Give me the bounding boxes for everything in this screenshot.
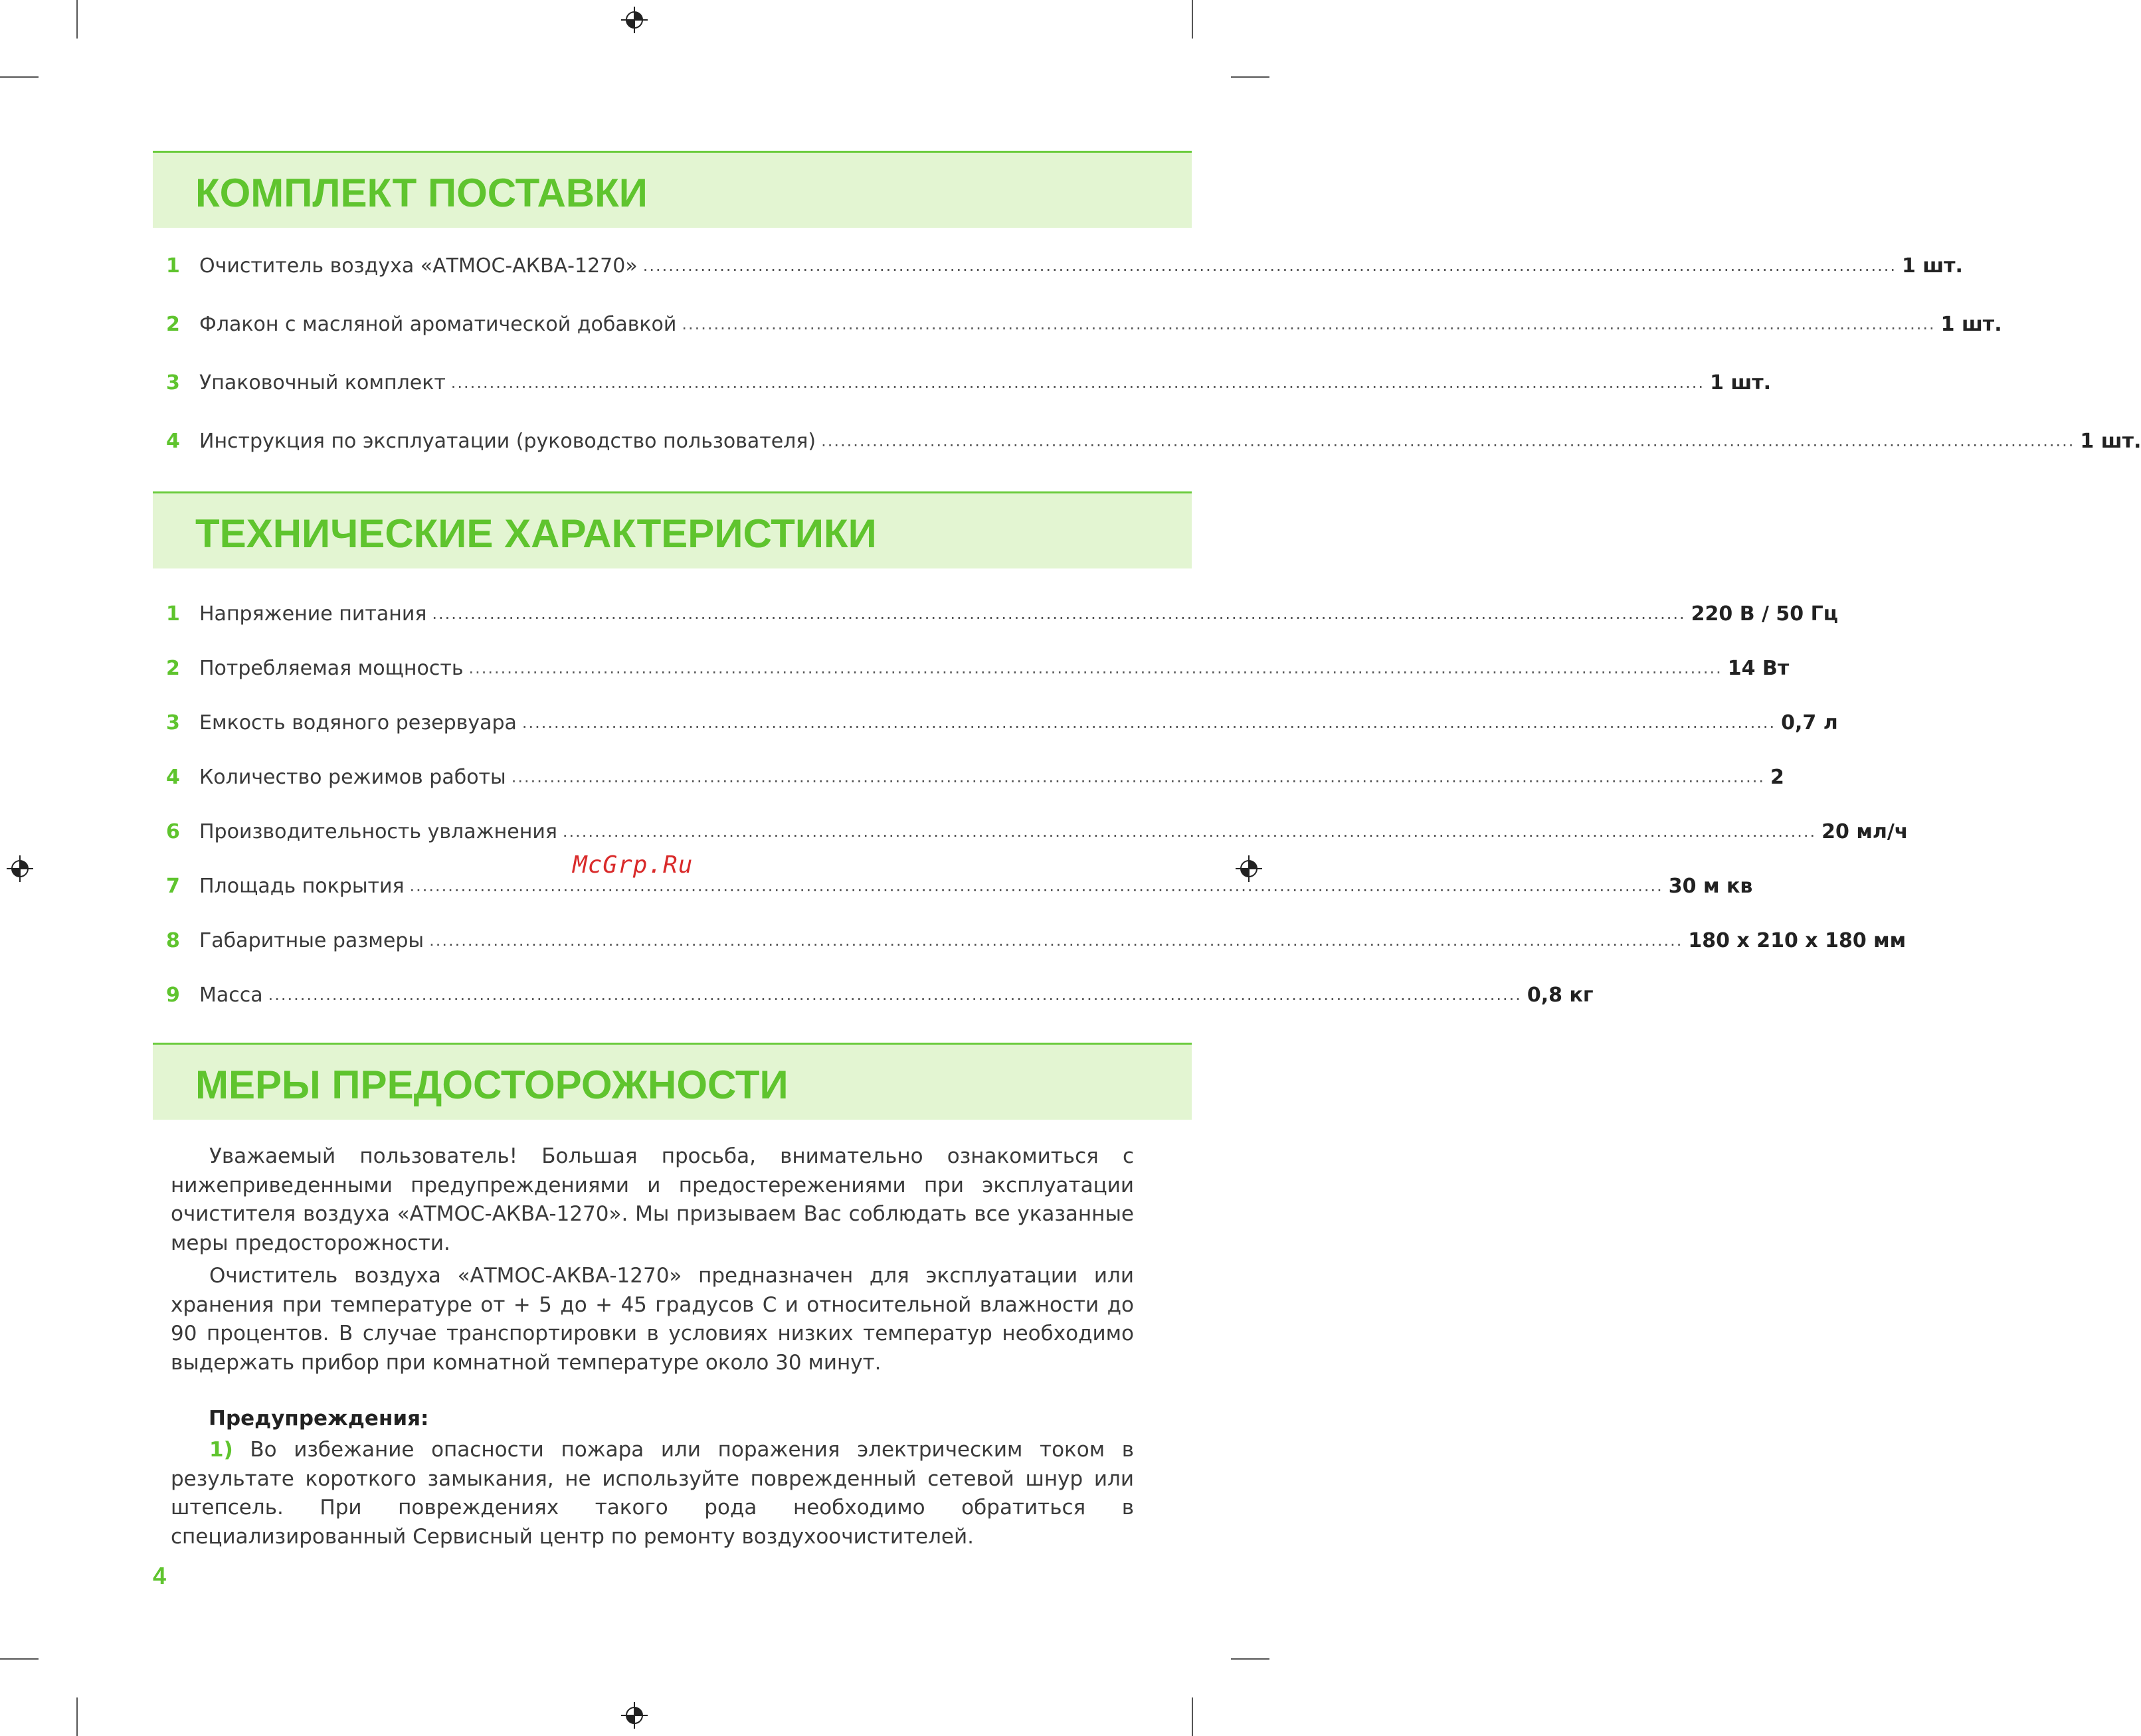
- item-label: Количество режимов работы: [199, 765, 506, 789]
- spec-row: [166, 924, 1907, 957]
- warnings-heading: Предупреждения:: [209, 1407, 429, 1431]
- item-number: 4: [166, 429, 180, 453]
- dot-leader: ....................................................................................................................................................................................................: [429, 931, 1683, 950]
- dot-leader: ....................................................................................................................................................................................................: [268, 986, 1522, 1004]
- item-value: 0,7 л: [1781, 711, 1838, 735]
- dot-leader: ....................................................................................................................................................................................................: [432, 604, 1686, 623]
- dot-leader: ....................................................................................................................................................................................................: [821, 432, 2075, 450]
- item-label: Очиститель воздуха «АТМОС-АКВА-1270»: [199, 254, 638, 278]
- watermark: McGrp.Ru: [573, 851, 694, 879]
- crop-mark: [1231, 76, 1269, 78]
- list-item: [166, 366, 1772, 399]
- intro-paragraph: [171, 1142, 1134, 1258]
- dot-leader: ....................................................................................................................................................................................................: [521, 713, 1776, 732]
- section-title: МЕРЫ ПРЕДОСТОРОЖНОСТИ: [195, 1063, 789, 1107]
- list-item: [166, 307, 2002, 341]
- section-title: ТЕХНИЧЕСКИЕ ХАРАКТЕРИСТИКИ: [195, 511, 877, 556]
- item-label: Масса: [199, 983, 263, 1007]
- item-label: Площадь покрытия: [199, 874, 405, 898]
- item-number: 3: [166, 711, 180, 735]
- item-value: 1 шт.: [1710, 371, 1772, 394]
- crop-mark: [1231, 1658, 1269, 1660]
- section-header-precautions: [153, 1043, 1192, 1120]
- crop-mark: [1192, 0, 1193, 39]
- item-number: 2: [166, 312, 180, 336]
- registration-mark-icon: [621, 7, 648, 33]
- item-value: 180 х 210 х 180 мм: [1688, 928, 1907, 952]
- crop-mark: [76, 0, 78, 39]
- dot-leader: ....................................................................................................................................................................................................: [682, 315, 1936, 333]
- crop-mark: [0, 76, 39, 78]
- item-number: 1: [166, 602, 180, 626]
- paragraph-text: Уважаемый пользователь! Большая просьба, внимательно ознакомиться с нижеприведенными предупреждениями и предостережениями при эксплуатации очистителя воздуха «АТМОС-АКВА-1270». Мы призываем Вас соблюдать все указанные меры предосторожности.: [171, 1144, 1134, 1255]
- spec-row: [166, 815, 1908, 848]
- section-title: КОМПЛЕКТ ПОСТАВКИ: [195, 171, 648, 215]
- warning-number: 1): [209, 1438, 233, 1462]
- list-item: [166, 424, 2141, 458]
- section-header-specs: [153, 491, 1192, 568]
- item-value: 1 шт.: [2080, 429, 2141, 453]
- dot-leader: ....................................................................................................................................................................................................: [562, 822, 1817, 841]
- warning-item: [171, 1436, 1134, 1551]
- item-label: Инструкция по эксплуатации (руководство пользователя): [199, 429, 816, 453]
- item-number: 6: [166, 820, 180, 843]
- item-value: 220 В / 50 Гц: [1691, 602, 1838, 626]
- registration-mark-icon: [621, 1702, 648, 1729]
- item-label: Напряжение питания: [199, 602, 427, 626]
- dot-leader: ....................................................................................................................................................................................................: [511, 768, 1765, 786]
- item-label: Флакон с масляной ароматической добавкой: [199, 312, 677, 336]
- item-number: 2: [166, 656, 180, 680]
- item-label: Емкость водяного резервуара: [199, 711, 517, 735]
- spec-row: [166, 978, 1594, 1011]
- item-label: Упаковочный комплект: [199, 371, 446, 394]
- item-number: 7: [166, 874, 180, 898]
- dot-leader: ....................................................................................................................................................................................................: [642, 256, 1897, 275]
- spec-row: [166, 597, 1838, 630]
- item-label: Габаритные размеры: [199, 928, 424, 952]
- item-value: 2: [1770, 765, 1784, 789]
- dot-leader: ....................................................................................................................................................................................................: [450, 373, 1705, 392]
- warning-text: Во избежание опасности пожара или поражения электрическим током в результате короткого замыкания, не используйте поврежденный сетевой шнур или штепсель. При повреждениях такого рода необходимо обратиться в специализированный Сервисный центр по ремонту воздухоочистителей.: [171, 1438, 1134, 1549]
- item-label: Производительность увлажнения: [199, 820, 557, 843]
- item-number: 4: [166, 765, 180, 789]
- item-value: 20 мл/ч: [1821, 820, 1908, 843]
- spec-row: [166, 651, 1790, 685]
- crop-mark: [0, 1658, 39, 1660]
- page-number: 4: [153, 1562, 167, 1589]
- section-header-delivery: [153, 151, 1192, 228]
- paragraph-text: Очиститель воздуха «АТМОС-АКВА-1270» предназначен для эксплуатации или хранения при температуре от + 5 до + 45 градусов С и относительной влажности до 90 процентов. В случае транспортировки в условиях низких температур необходимо выдержать прибор при комнатной температуре около 30 минут.: [171, 1264, 1134, 1375]
- dot-leader: ....................................................................................................................................................................................................: [468, 659, 1722, 677]
- spec-row: [166, 706, 1838, 739]
- item-number: 3: [166, 371, 180, 394]
- item-value: 1 шт.: [1940, 312, 2002, 336]
- spec-row: [166, 760, 1784, 794]
- item-number: 9: [166, 983, 180, 1007]
- registration-mark-icon: [7, 855, 33, 882]
- crop-mark: [1192, 1697, 1193, 1736]
- item-value: 0,8 кг: [1527, 983, 1594, 1007]
- crop-mark: [76, 1697, 78, 1736]
- item-number: 1: [166, 254, 180, 278]
- item-value: 1 шт.: [1901, 254, 1963, 278]
- list-item: [166, 249, 1963, 282]
- item-value: 14 Вт: [1727, 656, 1790, 680]
- item-number: 8: [166, 928, 180, 952]
- conditions-paragraph: [171, 1262, 1134, 1377]
- dot-leader: ....................................................................................................................................................................................................: [409, 877, 1663, 895]
- item-label: Потребляемая мощность: [199, 656, 464, 680]
- item-value: 30 м кв: [1668, 874, 1753, 898]
